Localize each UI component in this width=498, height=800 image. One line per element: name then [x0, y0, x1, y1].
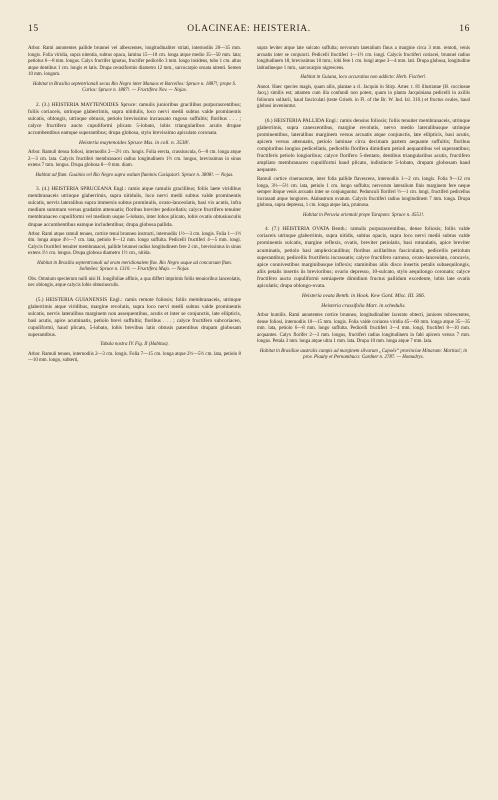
page-number-left: 15 [28, 24, 39, 34]
species-7-synonym: Heisteria crassifolia Mart. in schedulis. [321, 303, 406, 310]
species-7-diagnosis: 4. (7.) HEISTERIA OVATA Benth.: ramulis purpurascentibus, dense foliosis; foliis valde coriaceis utrinque glaberrimis, supra nitidis, subtus opacis, supra loco nervi medii subtus valde prominentis sulcatis, margine reflexis, ovatis, breviter petiolatis, basi rotundatis, apice breviter acuminatis, petiolo basi amplexicaulibus; floribus axillaribus fasciculatis, pedicellis petiolum superantibus; pedicellis fructiferis incrassatis; calyce fructifero carnoso, ovato-lanceolato, concavis, apice connivestibus marginibusque inflexis; staminibus aliis disco insertis petalis subaequilongis, aliis petalis insertis iis brevioribus; ovario depresso, 10-sulcato, stylo aequilongo coronato; calyce fructifero aucto cupuliformi semiaperte dimidium fructus pallidum excedente, lobis late ovatis apiculatis; drupa oblongo-ovata. [257, 226, 470, 289]
title-right: HEISTERIA. [253, 24, 311, 34]
species-5-diagnosis: (5.) HEISTERIA GUIANENSIS Engl.: ramis remote foliosis; foliis membranaceis, utrinque glaberrimis atque viridibus, margine revolutis, supra loco nervi medii subtus valde prominentis sulcatis, nervis lateralibus marginem non assequentibus, acutis et inter se conjunctis, late ellipticis, basi acutis, apice acuminatis, petiolo brevi suffultis; floribus . . . ; calyce fructifero subcoriaceo, cupuliformi, haud plicato, 5-lobato, lobis brevibus latis obtusis patentibus drupam globosam superantibus. [28, 296, 241, 339]
species-7-description: Arbor humilis. Rami annotentes cortice brunneo, longitudinaliter lacerato obtecti, juniores rubrescentes, dense foliosi, internodiis 10—15 mm. longis. Folia valde coriacea viridia 45—60 mm. longa atque 35—35 mm. lata, petiolo 6—8 mm. longo suffulta. Pedicelli fructiferi 3—4 mm. longi, fructiferi 8—10 mm. acquantes. Calyx florifer 2—3 mm. longus, fructiferi radius longitudinem in fabi apicem versus 7 mm. longus. Petala 3 mm. longa atque ultra 1 mm. lata. Drupa 10 mm. longa atque 7 mm. lata. [257, 313, 470, 345]
species-3-description: Arbor. Rami atque ramuli tenues, cortice tenui brunneo instructi, internodiis 1½—3 cm. longis. Folia 1—1½ dm. longa atque 4½—7 cm. lata, petiolo 8—12 mm. longo suffulta. Pedicelli fructiferi 4—5 mm. longi. Calycis fructiferi tenuiter membranacei, pallide brunnei radius longitudinem fere 2 cm., brevissimus in sinus extens 1½ cm. longus. Drupa globosa diametro 1½ cm., nitida. [28, 231, 241, 257]
species-2-habitat: Habitat ad flum. Guainia vel Rio Negro supra ostium fluminis Casiquiari: Spruce n. 3808!. — Nojas. [35, 172, 234, 178]
right-column [257, 46, 470, 368]
species-3-diagnosis: 3. (4.) HEISTERIA SPRUCEANA Engl.: ramis atque ramulis gracilibus; foliis laete viridibus membranaceis utrinque glaberrimis, supra nitidulis, loco nervi medii subtus valde prominentis sulcatis, nervis lateralibus supra immersis subtus prominulis, ovato-lanceolatis, basi vix acutis, infra medium summum versus gradatim attenuatis; floribus breviter pedicellatis; calyce fructifero tenuiter membranaceo cupuliformi vel medium usque 5-lobato, inter lobos plicato, lobis ovatis obtusiusculis drupae accumbentibus eamque includentibus; drupa globosa pallida. [28, 186, 241, 228]
running-header [28, 24, 470, 38]
species-5-plate-reference: Tabula nostra IV. Fig. II (Habitus). [100, 342, 169, 348]
species-2-synonym: Heisteria maytenoides Spruce Mss. in coll. n. 3538!. [78, 139, 191, 146]
page-number-right: 16 [459, 24, 470, 34]
species-6-diagnosis: (6.) HEISTERIA PALLIDA Engl.: ramis densius foliosis; foliis tenuiter membranaceis, utrinque glaberrimis, supra canescentibus, margine revolutis, nervo medio lateralibusque utrinque prominentibus, lateralibus marginem versus arcuatis atque conjunctis, late ellipticis, basi acutis, apicem versus attenuatis, petiolo laminae circa decimam partem aequante suffultis; floribus compluribus longius pedicellatis, pedicellis florifera dimidium petioli aequantibus vel superantibus; fructiferis petiolo longioribus; calyce florifero 5-dentato, dentibus triangularibus acutis, fructifero ampliato membranaceo cupuliformi haud plicato, indistincte 5-lobato, drupam globosam haud aequante. [257, 117, 470, 174]
left-column [28, 46, 241, 368]
species-7-synonym: Heisteria ovata Benth. in Hook. Kew Gard. Misc. III. 366. [301, 293, 426, 300]
species-6-habitat: Habitat in Peruvia orientali prope Tarapoto: Spruce n. 4551!. [302, 212, 425, 218]
species-3-observation: Obs. Omnium specierum nulli nisi H. longifoliae affinis, a qua differt imprimis foliis tenuioribus lanceolatis, nec oblongis, atque calycis lobis obtusiusculis. [28, 276, 241, 289]
species-2-diagnosis: 2. (3.) HEISTERIA MAYTENOIDES Spruce: ramulis junioribus gracilibus purpurascentibus; foliis coriaceis, utrinque glaberrimis, supra nitidulis, loco nervi medii subtus valde prominentis sulcatis, oblongis, utrinque obtusis, petiolo brevissimo incrassato rugoso suffultis; floribus . . . ; calyce fructifero aucto cupuliformi plicato 5-lobato, lobis triangularibus acutis drupae accumbentibus eamque superantibus; drupa globosa, stylo brevissimo apiculato coronata. [28, 101, 241, 136]
species-7-habitat: Habitat in Brasiliae australis campis ad marginem silvarum „Capoës“ provinciae Minarum: Martius!; in prov. Piauhy et Pernambuco: Gardner n. 2787. — Homadrys. [259, 348, 468, 361]
habitat-note: Habitat in Brasilia septentrionali secus Rio Negro inter Manaos et Barcellos: Spruce n. 1887!; prope S. Carlos: Spruce n. 1887!. — Fructifera Nov. — Nojas. [32, 81, 237, 93]
species-3-habitat: Habitat in Brasilia septentrionali ad oram meridionalem fluv. Rio Negro usque ad concursum flum. Solimões: Spruce n. 1310. — Fructifera Majo. — Nojas. [37, 260, 232, 273]
species-5-description: Arbor. Ramuli tenues, internodiis 2—3 cm. longis. Folia 7—15 cm. longa atque 2½—5½ cm. lata, petiolo 8—10 mm. longo, subterti, [28, 351, 241, 364]
species-2-description: Arbor. Ramuli densa foliosi, internodiis 2—2½ cm. longis. Folia erecta, crassiuscula, 6—8 cm. longa atque 2—3 cm. lata. Calycis fructiferi membranacei radius longitudinem 1½ cm. longus, brevissimus in sinus extens 7 mm. longus. Drupa globosa 8—9 mm. diam. [28, 150, 241, 169]
description-continued: supra leviter atque late sulcato suffulta; nervorum lateralium finus a margine circa 3 mm. remoti, venis arcuatis inter se conjuncti. Pedicelli fructiferi 1—1½ cm. longi. Calycis fructiferi coriacei, brunnei radius longitudinem 18, brevissimus 10 mm.; lobi fere 1 cm. longi atque 3—4 mm. lati. Drupa globosa, longitudine latitudineque 1 mm., sarcocarpio nigrescens. [257, 46, 470, 71]
title-left: OLACINEAE: [187, 24, 251, 34]
annotation-paragraph: Annot. Haec species magis, quam aliis, plantae a cl. Jacquin in Stirp. Amer. t. 81 illustratae (H. coccineae Jacq.) similis est; attamen cum illa confundi non potest, quum in planta Jacquiniana pedicelli in axillis foliorum solitarii, haud fasciculati (teste Griseb. in Fl. of the Br. W. Ind. Isl. 310.) et fructus ovales, haud globosi inveniuntur. [257, 84, 470, 109]
text-columns [28, 46, 470, 368]
species-6-description: Ramuli cortice cinerascente, inter folia pallide flavescens, internodiis 1—2 cm. longis. Folia 9—12 cm longa, 3½—5½ cm. lata, petiolo 1 cm. longo suffulta; nervorum lateralium finis marginem fere neque semper ibique venis arcuatis inter se conjunguntur. Pedunculi floriferi ½—1 cm. longi, fructiferi pedicellus incrassati atque longiores. Alabastrum ovatum. Calycis fructiferi radius longitudinem 7 mm. longa. Drupa globosa, supra depressa, 1 cm. longa atque lata, pruinosa. [257, 177, 470, 209]
habitat-note: Habitat in Guiana, loco accuratius non addicto: Herb. Fischer!. [300, 75, 427, 80]
running-title [28, 24, 470, 34]
description-paragraph: Arbor. Rami annotentes pallide brunnei vel albescentes, longitudinaliter striati, internodiis 20—35 mm. longis. Folia viridia, supra nitentia, subtus opaca, lamina 15—18 cm. longa atque medio 35—50 mm. lata; petiolus 6—8 mm. longus. Calyx fructifer ignotus, fructifer pedicello 3 mm. longo insidens, tubo 1 cm. altus atque dentibus 1 cm. longis et latis. Drupa cerasiformis diametro 12 mm., sarcocarpio ornata nitenti. Semen 10 mm. longum. [28, 46, 241, 77]
